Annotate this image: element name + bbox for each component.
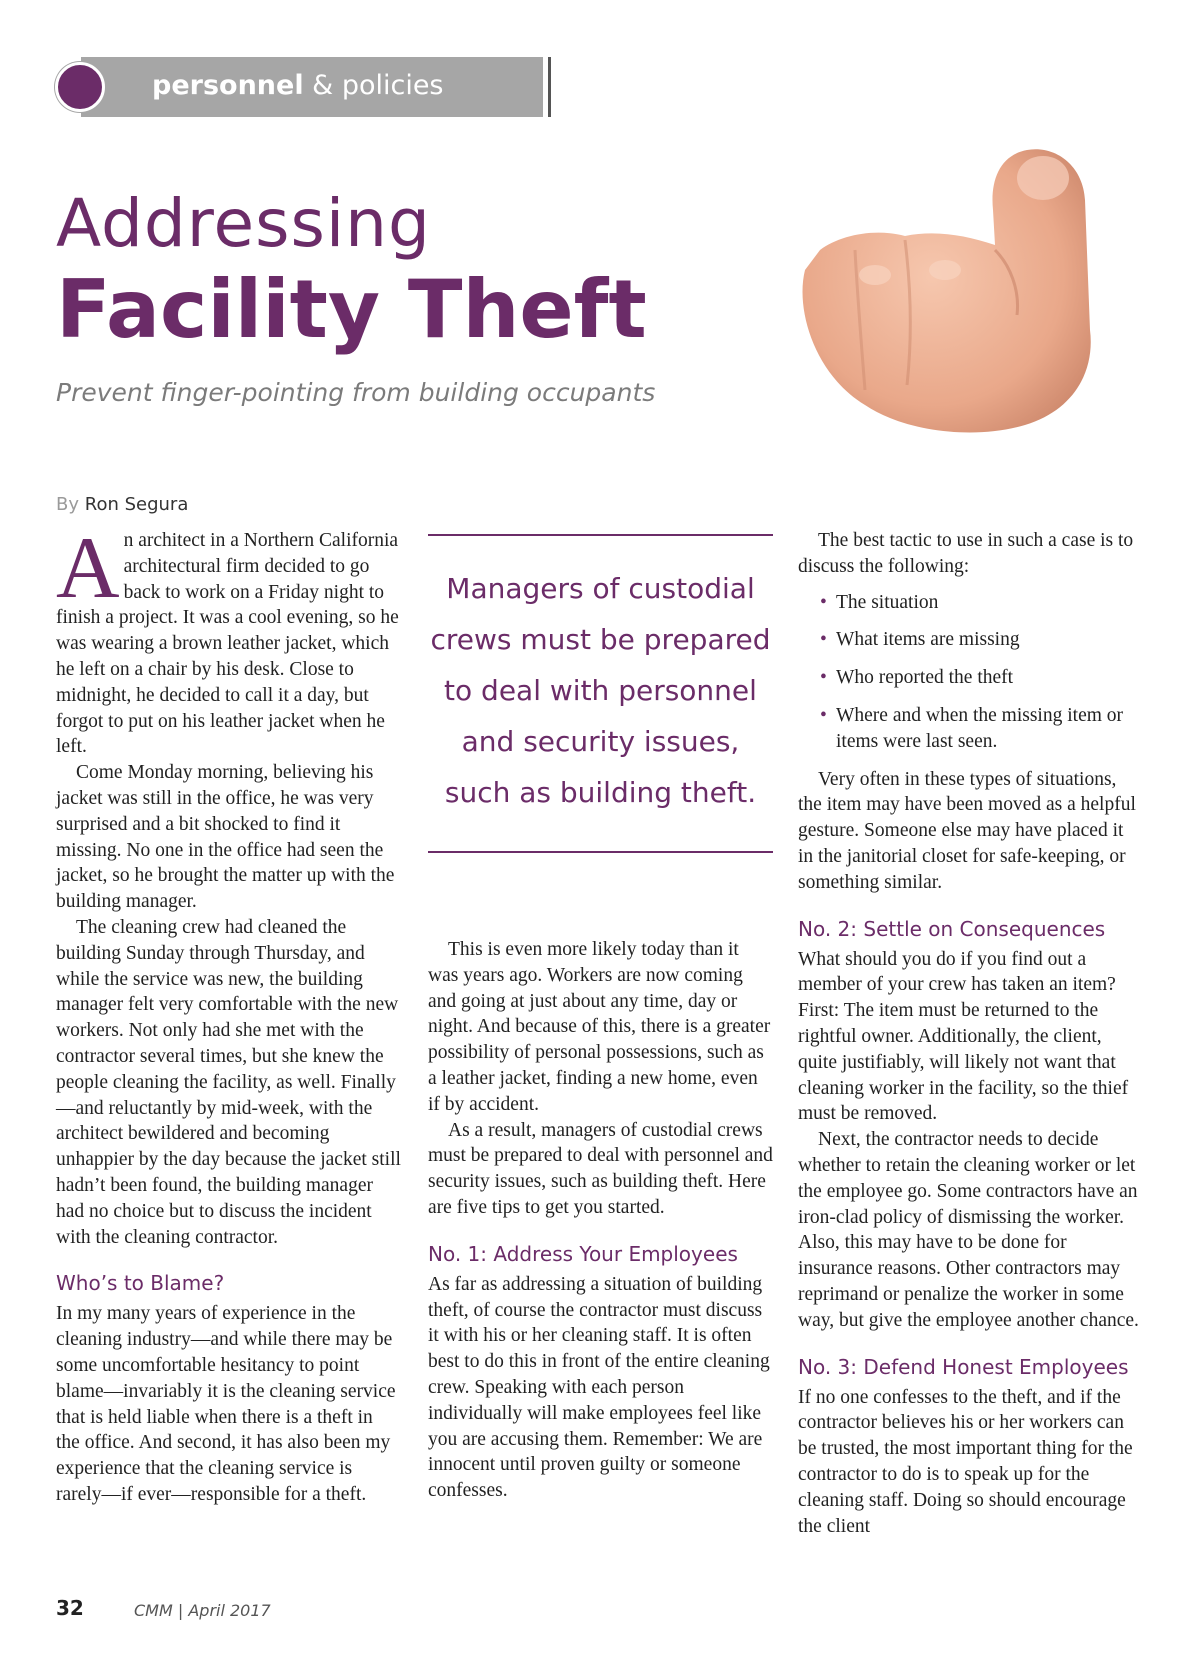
discussion-list [798,590,1143,755]
col2-paragraph-1: This is even more likely today than it was years ago. Workers are now coming and going at just about any time, day or night. And because of this, there is a greater possibility of personal possessions, such as a leather jacket, finding a new home, even if by accident. [428,939,771,1115]
column-2 [428,937,773,1504]
pull-quote: Managers of custodial crews must be prepared to deal with personnel and security issues, such as building theft. [428,534,773,853]
byline [56,494,188,515]
list-item-text: Who reported the theft [836,667,1014,689]
section-tab-divider [548,57,551,117]
bullet-icon: • [820,704,827,726]
section-tab [55,57,495,117]
col1-paragraph-1 [56,520,401,760]
subhead-settle-consequences: No. 2: Settle on Consequences [798,916,1106,941]
col2-paragraph-3: As far as addressing a situation of building theft, of course the contractor must discuss it with his or her cleaning staff. It is often best to do this in front of the entire cleaning crew. Speaking with each person individually will make employees feel like you are accusing them. Remember: We are innocent until proven guilty or someone confesses. [428,1273,770,1502]
subhead-whos-to-blame: Who’s to Blame? [56,1271,225,1296]
col3-paragraph-3: What should you do if you find out a member of your crew has taken an item? First: The item must be returned to the rightful owner. Additionally, the client, quite justifiably, will likely not want that cleaning worker in the facility, so the thief must be removed. [798,948,1129,1125]
subhead-address-employees: No. 1: Address Your Employees [428,1241,738,1266]
section-label-rest: & policies [303,70,444,101]
col3-paragraph-2: Very often in these types of situations, the item may have been moved as a helpful gesture. Someone else may have placed it in the janitorial closet for safe-keeping, or something similar. [798,768,1136,893]
col1-p1-text: n architect in a Northern California architectural firm decided to go back to work on a Friday night to finish a project. It was a cool evening, so he was wearing a brown leather jacket, which he left on a chair by his desk. Close to midnight, he decided to call it a day, but forgot to put on his leather jacket when he left. [56,530,399,758]
byline-author: Ron Segura [84,494,189,515]
article-subtitle: Prevent finger-pointing from building occupants [56,378,656,407]
col3-paragraph-5: If no one confesses to the theft, and if the contractor believes his or her workers can be trusted, the most important thing for the contractor to do is to speak up for the cleaning staff. Doing so should encourage the client [798,1386,1133,1537]
col3-paragraph-4: Next, the contractor needs to decide whether to retain the cleaning worker or let the employee go. Some contractors have an iron-clad policy of dismissing the worker. Also, this may have to be done for insurance reasons. Other contractors may reprimand or penalize the worker in some way, but give the employee another chance. [798,1129,1139,1331]
page-number: 32 [56,1596,84,1620]
section-label [152,70,444,101]
list-item [798,665,1143,691]
article-title-line2: Facility Theft [56,263,647,356]
column-1 [56,520,401,1508]
subhead-defend-employees: No. 3: Defend Honest Employees [798,1354,1129,1379]
bullet-icon: • [820,591,827,613]
list-item-text: What items are missing [836,629,1020,651]
bullet-icon: • [820,667,827,689]
bullet-icon: • [820,629,827,651]
list-item-text: Where and when the missing item or items were last seen. [836,704,1124,752]
col3-paragraph-1: The best tactic to use in such a case is to discuss the following: [798,530,1134,577]
list-item [798,703,1143,755]
col1-paragraph-4: In my many years of experience in the cleaning industry—and while there may be some uncomfortable hesitancy to point blame—invariably it is the cleaning service that is held liable when there is a theft in the office. And second, it has also been my experience that the cleaning service is rarely—if ever—responsible for a theft. [56,1303,396,1505]
list-item [798,590,1143,616]
col1-paragraph-2: Come Monday morning, believing his jacket was still in the office, he was very surprised and a bit shocked to find it missing. No one in the office had seen the jacket, so he brought the matter up with the building manager. [56,762,395,913]
section-dot-icon [55,62,105,112]
col2-paragraph-2: As a result, managers of custodial crews must be prepared to deal with personnel and security issues, such as building theft. Here are five tips to get you started. [428,1119,773,1218]
col1-paragraph-3: The cleaning crew had cleaned the building Sunday through Thursday, and while the service was new, the building manager felt very comfortable with the new workers. Not only had she met with the contractor several times, but she knew the people cleaning the facility, as well. Finally—and reluctantly by mid-week, with the architect bewildered and becoming unhappier by the day because the jacket still hadn’t been found, the building manager had no choice but to discuss the incident with the cleaning contractor. [56,916,401,1248]
list-item-text: The situation [836,591,939,613]
publication-info: CMM | April 2017 [134,1601,271,1620]
column-3 [798,528,1143,1539]
byline-by: By [56,494,80,515]
drop-cap: A [56,520,120,617]
list-item [798,627,1143,653]
pointing-hand-icon [795,140,1115,450]
section-label-bold: personnel [152,70,304,101]
article-title-line1: Addressing [56,185,431,262]
